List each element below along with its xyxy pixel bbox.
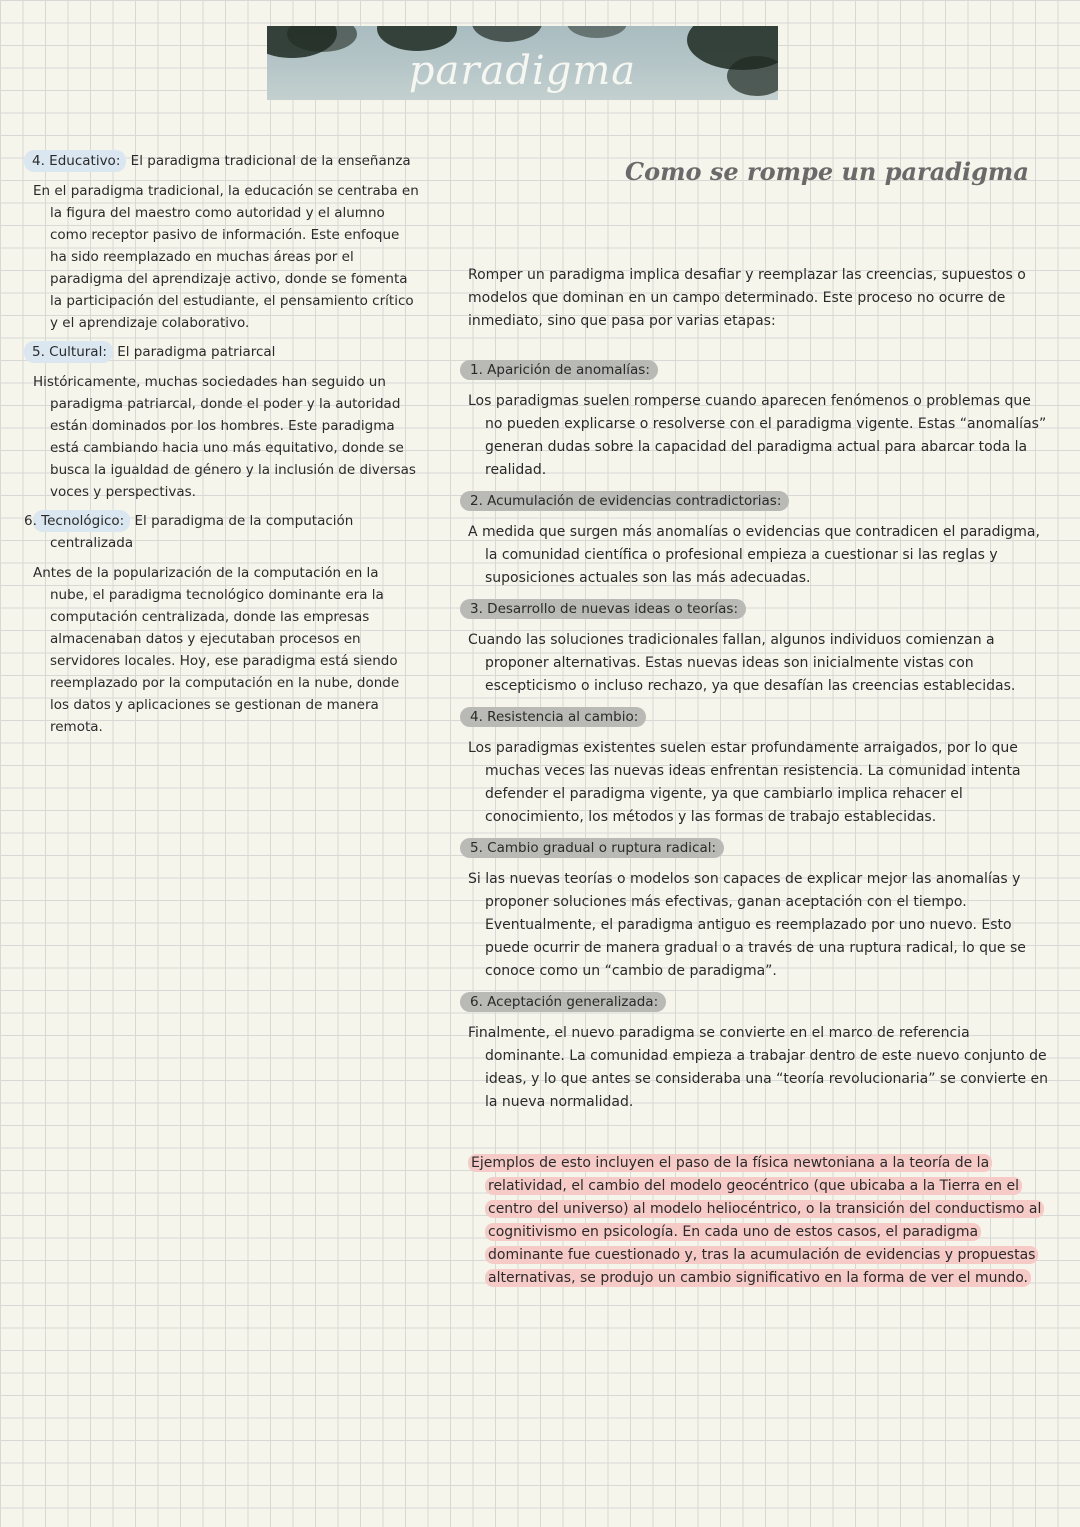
step-item (458, 490, 1048, 590)
section-heading (24, 341, 419, 363)
step-text: Finalmente, el nuevo paradigma se convierte en el marco de referencia dominante. La comunidad empieza a trabajar dentro de este nuevo conjunto de ideas, y lo que antes se consideraba una “teoría revolucionaria” se convierte en la nueva normalidad. (468, 1025, 1049, 1110)
section-heading (24, 150, 419, 172)
examples-text: Ejemplos de esto incluyen el paso de la física newtoniana a la teoría de la relatividad, el cambio del modelo geocéntrico (que ubicaba a la Tierra en el centro del universo) al modelo heliocéntrico, o la transición del conductismo al cognitivismo en psicología. En cada uno de estos casos, el paradigma dominante fue cuestionado y, tras la acumulación de evidencias y propuestas alternativas, se produjo un cambio significativo en la forma de ver el mundo. (468, 1154, 1044, 1287)
examples-paragraph (468, 1152, 1048, 1290)
section-number: 4. Educativo: (24, 150, 126, 172)
section-text: En el paradigma tradicional, la educación se centraba en la figura del maestro como autoridad y el alumno como receptor pasivo de información. Este enfoque ha sido reemplazado en muchas áreas por el paradigma del aprendizaje activo, donde se fomenta la participación del estudiante, el pensamiento crítico y el aprendizaje colaborativo. (33, 183, 419, 331)
step-text: Cuando las soluciones tradicionales fallan, algunos individuos comienzan a proponer alternativas. Estas nuevas ideas son inicialmente vistas con escepticismo o incluso rechazo, ya que desafían las creencias establecidas. (468, 632, 1016, 694)
section-text: Históricamente, muchas sociedades han seguido un paradigma patriarcal, donde el poder y la autoridad están dominados por los hombres. Este paradigma está cambiando hacia uno más equitativo, donde se busca la igualdad de género y la inclusión de diversas voces y perspectivas. (33, 374, 416, 500)
step-label: 1. Aparición de anomalías: (460, 360, 658, 380)
step-label: 6. Aceptación generalizada: (460, 992, 666, 1012)
step-label: 4. Resistencia al cambio: (460, 707, 646, 727)
step-text: Los paradigmas suelen romperse cuando aparecen fenómenos o problemas que no pueden explicarse o resolverse con el paradigma vigente. Estas “anomalías” generan dudas sobre la capacidad del paradigma actual para abarcar toda la realidad. (468, 393, 1047, 478)
foliage-decoration (472, 26, 542, 42)
section-title: El paradigma de la computación centralizada (50, 513, 354, 551)
left-column (24, 150, 419, 745)
section-number: 6. Tecnológico: (33, 510, 130, 532)
step-text: A medida que surgen más anomalías o evidencias que contradicen el paradigma, la comunidad científica o profesional empieza a cuestionar si las reglas y suposiciones actuales son las más adecuadas. (468, 524, 1040, 586)
foliage-decoration (567, 26, 627, 38)
section-title-main: Como se rompe un paradigma (625, 157, 1029, 186)
step-text: Los paradigmas existentes suelen estar profundamente arraigados, por lo que muchas veces las nuevas ideas enfrentan resistencia. La comunidad intenta defender el paradigma vigente, ya que cambiarlo implica rehacer el conocimiento, los métodos y las formas de trabajo establecidas. (468, 740, 1021, 825)
step-item (458, 598, 1048, 698)
step-item (458, 991, 1048, 1114)
step-item (458, 706, 1048, 829)
section-title: El paradigma tradicional de la enseñanza (130, 153, 411, 169)
section-number: 5. Cultural: (24, 341, 113, 363)
right-column (458, 150, 1048, 1290)
section-heading (24, 510, 419, 554)
page-title: paradigma (408, 48, 637, 94)
section-title: El paradigma patriarcal (117, 344, 276, 360)
step-item (458, 359, 1048, 482)
header-banner (267, 26, 778, 100)
step-label: 5. Cambio gradual o ruptura radical: (460, 838, 724, 858)
step-text: Si las nuevas teorías o modelos son capaces de explicar mejor las anomalías y proponer soluciones más efectivas, ganan aceptación con el tiempo. Eventualmente, el paradigma antiguo es reemplazado por uno nuevo. Esto puede ocurrir de manera gradual o a través de una ruptura radical, lo que se conoce como un “cambio de paradigma”. (468, 871, 1026, 979)
step-label: 3. Desarrollo de nuevas ideas o teorías: (460, 599, 746, 619)
section-text: Antes de la popularización de la computación en la nube, el paradigma tecnológico dominante era la computación centralizada, donde las empresas almacenaban datos y ejecutaban procesos en servidores locales. Hoy, ese paradigma está siendo reemplazado por la computación en la nube, donde los datos y aplicaciones se gestionan de manera remota. (33, 565, 400, 735)
intro-text: Romper un paradigma implica desafiar y reemplazar las creencias, supuestos o modelos que dominan en un campo determinado. Este proceso no ocurre de inmediato, sino que pasa por varias etapas: (468, 267, 1026, 329)
step-item (458, 837, 1048, 983)
step-label: 2. Acumulación de evidencias contradictorias: (460, 491, 789, 511)
